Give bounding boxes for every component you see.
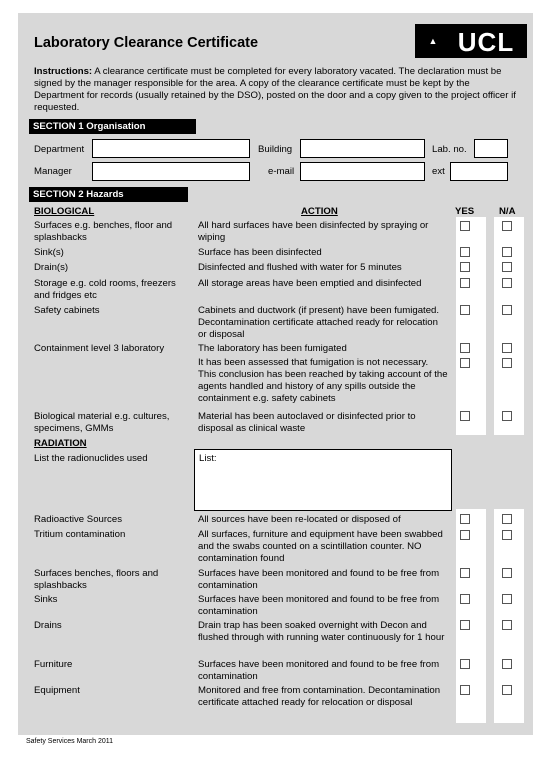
rad-na-checkbox[interactable]: [502, 620, 512, 630]
building-label: Building: [258, 144, 293, 155]
rad-na-checkbox[interactable]: [502, 594, 512, 604]
building-field[interactable]: [300, 139, 425, 158]
rad-action: Surfaces have been monitored and found to be free from contamination: [198, 659, 440, 682]
bio-na-checkbox[interactable]: [502, 221, 512, 231]
rad-action: Drain trap has been soaked overnight with Decon and flushed through with running water continuously for 1 hour: [198, 620, 445, 643]
manager-field[interactable]: [92, 162, 250, 181]
rad-na-checkbox[interactable]: [502, 685, 512, 695]
rad-yes-checkbox[interactable]: [460, 568, 470, 578]
rad-item: Tritium contamination: [34, 529, 126, 540]
rad-yes-checkbox[interactable]: [460, 530, 470, 540]
rad-item: Furniture: [34, 659, 73, 670]
radiation-heading: RADIATION: [34, 438, 87, 449]
labno-field[interactable]: [474, 139, 508, 158]
bio-yes-checkbox[interactable]: [460, 411, 470, 421]
email-field[interactable]: [300, 162, 425, 181]
instructions: [34, 66, 520, 114]
section1-title: SECTION 1 Organisation: [29, 119, 196, 134]
rad-item: Sinks: [34, 594, 58, 605]
department-field[interactable]: [92, 139, 250, 158]
rad-na-checkbox[interactable]: [502, 514, 512, 524]
bio-item: Drain(s): [34, 262, 69, 273]
logo-text: UCL: [457, 27, 515, 57]
bio-yes-checkbox[interactable]: [460, 221, 470, 231]
instructions-label: Instructions:: [34, 66, 93, 77]
rad-na-checkbox[interactable]: [502, 530, 512, 540]
bio-na-checkbox[interactable]: [502, 358, 512, 368]
bio-item: Surfaces e.g. benches, floor and splashbacks: [34, 220, 173, 243]
rad-yes-checkbox[interactable]: [460, 685, 470, 695]
bio-na-checkbox[interactable]: [502, 262, 512, 272]
bio-action: All storage areas have been emptied and disinfected: [198, 278, 422, 289]
rad-action: Surfaces have been monitored and found to be free from contamination: [198, 594, 440, 617]
bio-item: Biological material e.g. cultures, specimens, GMMs: [34, 411, 170, 434]
bio-na-checkbox[interactable]: [502, 343, 512, 353]
rad-action: Surfaces have been monitored and found to be free from contamination: [198, 568, 440, 591]
bio-item: Containment level 3 laboratory: [34, 343, 165, 354]
bio-na-checkbox[interactable]: [502, 278, 512, 288]
bio-na-checkbox[interactable]: [502, 247, 512, 257]
bio-action: Material has been autoclaved or disinfected prior to disposal as clinical waste: [198, 411, 416, 434]
manager-label: Manager: [34, 166, 72, 177]
bio-item: Safety cabinets: [34, 305, 100, 316]
bio-na-checkbox[interactable]: [502, 411, 512, 421]
bio-yes-checkbox[interactable]: [460, 262, 470, 272]
bio-item: Storage e.g. cold rooms, freezers and fridges etc: [34, 278, 176, 301]
bio-action: Disinfected and flushed with water for 5 minutes: [198, 262, 402, 273]
form-sheet: [18, 13, 533, 735]
ucl-logo: [415, 24, 527, 58]
bio-yes-checkbox[interactable]: [460, 305, 470, 315]
instructions-text: A clearance certificate must be completed for every laboratory vacated. The declaration must be signed by the manager responsible for the area. A copy of the clearance certificate must be kept by the Department for records (usually retained by the DSO), posted on the door and a copy given to the project officer if requested.: [34, 66, 516, 113]
bio-yes-checkbox[interactable]: [460, 278, 470, 288]
page-title: Laboratory Clearance Certificate: [34, 35, 259, 51]
list-label: List:: [199, 453, 217, 464]
department-label: Department: [34, 144, 85, 155]
rad-yes-checkbox[interactable]: [460, 620, 470, 630]
biological-heading: BIOLOGICAL: [34, 206, 95, 217]
bio-action: It has been assessed that fumigation is not necessary. This conclusion has been reached by taking account of the agents handled and history of any spills outside the containment e.g. safety cabinets: [198, 357, 448, 404]
labno-label: Lab. no.: [432, 144, 467, 155]
bio-yes-checkbox[interactable]: [460, 358, 470, 368]
rad-action: All sources have been re-located or disposed of: [198, 514, 401, 525]
email-label: e-mail: [268, 166, 295, 177]
rad-yes-checkbox[interactable]: [460, 514, 470, 524]
bio-na-checkbox[interactable]: [502, 305, 512, 315]
bio-yes-checkbox[interactable]: [460, 343, 470, 353]
rad-item: Drains: [34, 620, 62, 631]
bio-action: Cabinets and ductwork (if present) have been fumigated. Decontamination certificate attached ready for relocation or disposal: [198, 305, 440, 340]
rad-item: Surfaces benches, floors and splashbacks: [34, 568, 159, 591]
yes-heading: YES: [455, 206, 475, 217]
action-heading: ACTION: [301, 206, 338, 217]
rad-item: Equipment: [34, 685, 80, 696]
radionuclides-list-field[interactable]: [194, 449, 452, 511]
bio-item: Sink(s): [34, 247, 64, 258]
bio-action: All hard surfaces have been disinfected by spraying or wiping: [198, 220, 429, 243]
rad-action: Monitored and free from contamination. Decontamination certificate attached ready for relocation or disposal: [198, 685, 441, 708]
rad-item: Radioactive Sources: [34, 514, 122, 525]
bio-action: The laboratory has been fumigated: [198, 343, 347, 354]
na-heading: N/A: [499, 206, 516, 217]
portico-icon: ▲: [428, 36, 438, 46]
ext-label: ext: [432, 166, 445, 177]
radionuclides-label: List the radionuclides used: [34, 453, 148, 464]
rad-na-checkbox[interactable]: [502, 568, 512, 578]
rad-na-checkbox[interactable]: [502, 659, 512, 669]
ext-field[interactable]: [450, 162, 508, 181]
bio-action: Surface has been disinfected: [198, 247, 322, 258]
bio-yes-checkbox[interactable]: [460, 247, 470, 257]
rad-action: All surfaces, furniture and equipment have been swabbed and the swabs counted on a scintillation counter. NO contamination found: [198, 529, 443, 564]
section2-title: SECTION 2 Hazards: [29, 187, 188, 202]
rad-yes-checkbox[interactable]: [460, 594, 470, 604]
footer-text: Safety Services March 2011: [26, 738, 114, 745]
rad-yes-checkbox[interactable]: [460, 659, 470, 669]
